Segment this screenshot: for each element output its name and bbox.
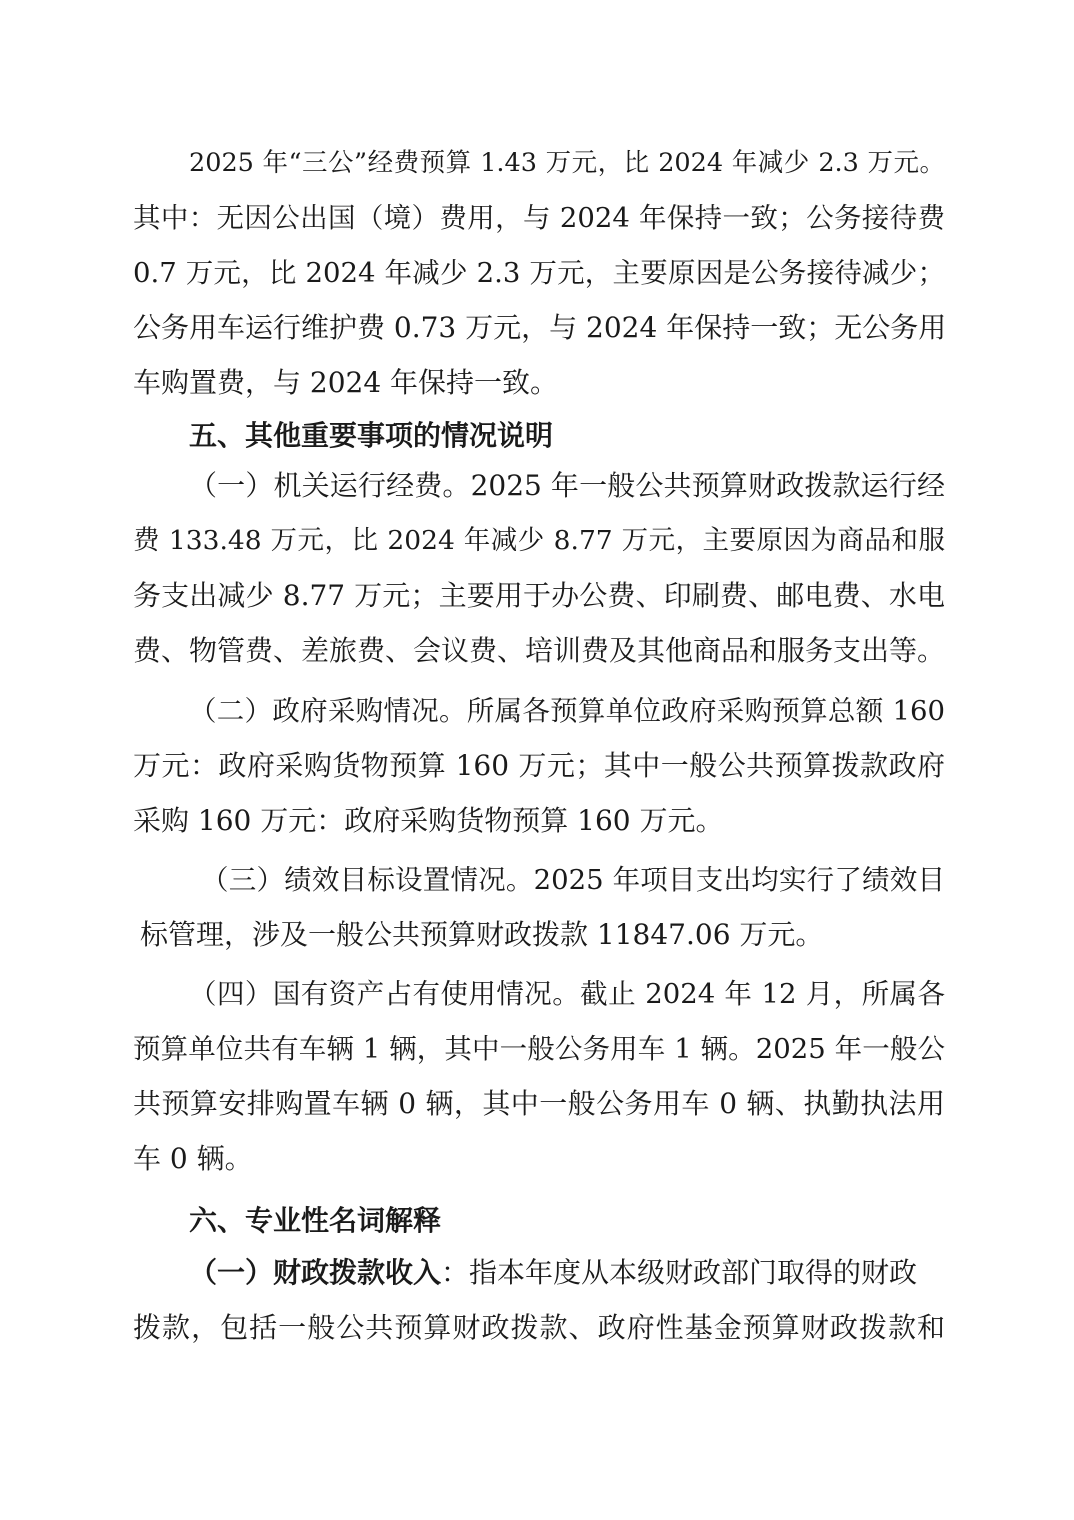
section-five-para3-line-1: （三）绩效目标设置情况。2025 年项目支出均实行了绩效目	[201, 864, 945, 896]
term-definition-start: ：指本年度从本级财政部门取得的财政	[441, 1256, 918, 1289]
section-five-para1-line-4: 费、物管费、差旅费、会议费、培训费及其他商品和服务支出等。	[133, 634, 946, 667]
sangong-line-3: 0.7 万元，比 2024 年减少 2.3 万元，主要原因是公务接待减少；	[133, 257, 945, 289]
section-five-para2-line-1: （二）政府采购情况。所属各预算单位政府采购预算总额 160	[189, 695, 945, 727]
section-five-para2-line-3: 采购 160 万元：政府采购货物预算 160 万元。	[133, 804, 724, 837]
section-six-para1-line-2: 拨款，包括一般公共预算财政拨款、政府性基金预算财政拨款和	[133, 1311, 945, 1344]
section-six-heading: 六、专业性名词解释	[189, 1204, 442, 1237]
section-five-para4-line-3: 共预算安排购置车辆 0 辆，其中一般公务用车 0 辆、执勤执法用	[133, 1087, 945, 1120]
sangong-line-1: 2025 年“三公”经费预算 1.43 万元，比 2024 年减少 2.3 万元。	[189, 148, 945, 178]
section-five-para4-line-1: （四）国有资产占有使用情况。截止 2024 年 12 月，所属各	[189, 978, 945, 1010]
term-fiscal-appropriation-income: （一）财政拨款收入	[189, 1256, 442, 1289]
section-five-para3-line-2: 标管理，涉及一般公共预算财政拨款 11847.06 万元。	[140, 918, 824, 951]
section-five-para1-line-2: 费 133.48 万元，比 2024 年减少 8.77 万元，主要原因为商品和服	[133, 525, 945, 556]
sangong-line-2: 其中：无因公出国（境）费用，与 2024 年保持一致；公务接待费	[133, 202, 945, 234]
section-five-para2-line-2: 万元：政府采购货物预算 160 万元；其中一般公共预算拨款政府	[133, 749, 945, 782]
section-five-para1-line-3: 务支出减少 8.77 万元；主要用于办公费、印刷费、邮电费、水电	[133, 579, 945, 612]
sangong-line-5: 车购置费，与 2024 年保持一致。	[133, 366, 559, 399]
section-five-para1-line-1: （一）机关运行经费。2025 年一般公共预算财政拨款运行经	[189, 469, 945, 502]
sangong-line-4: 公务用车运行维护费 0.73 万元，与 2024 年保持一致；无公务用	[133, 311, 947, 344]
section-six-para1-line-1	[189, 1253, 945, 1293]
section-five-para4-line-2: 预算单位共有车辆 1 辆，其中一般公务用车 1 辆。2025 年一般公	[133, 1033, 945, 1065]
section-five-heading: 五、其他重要事项的情况说明	[189, 419, 554, 452]
section-five-para4-line-4: 车 0 辆。	[133, 1142, 253, 1175]
